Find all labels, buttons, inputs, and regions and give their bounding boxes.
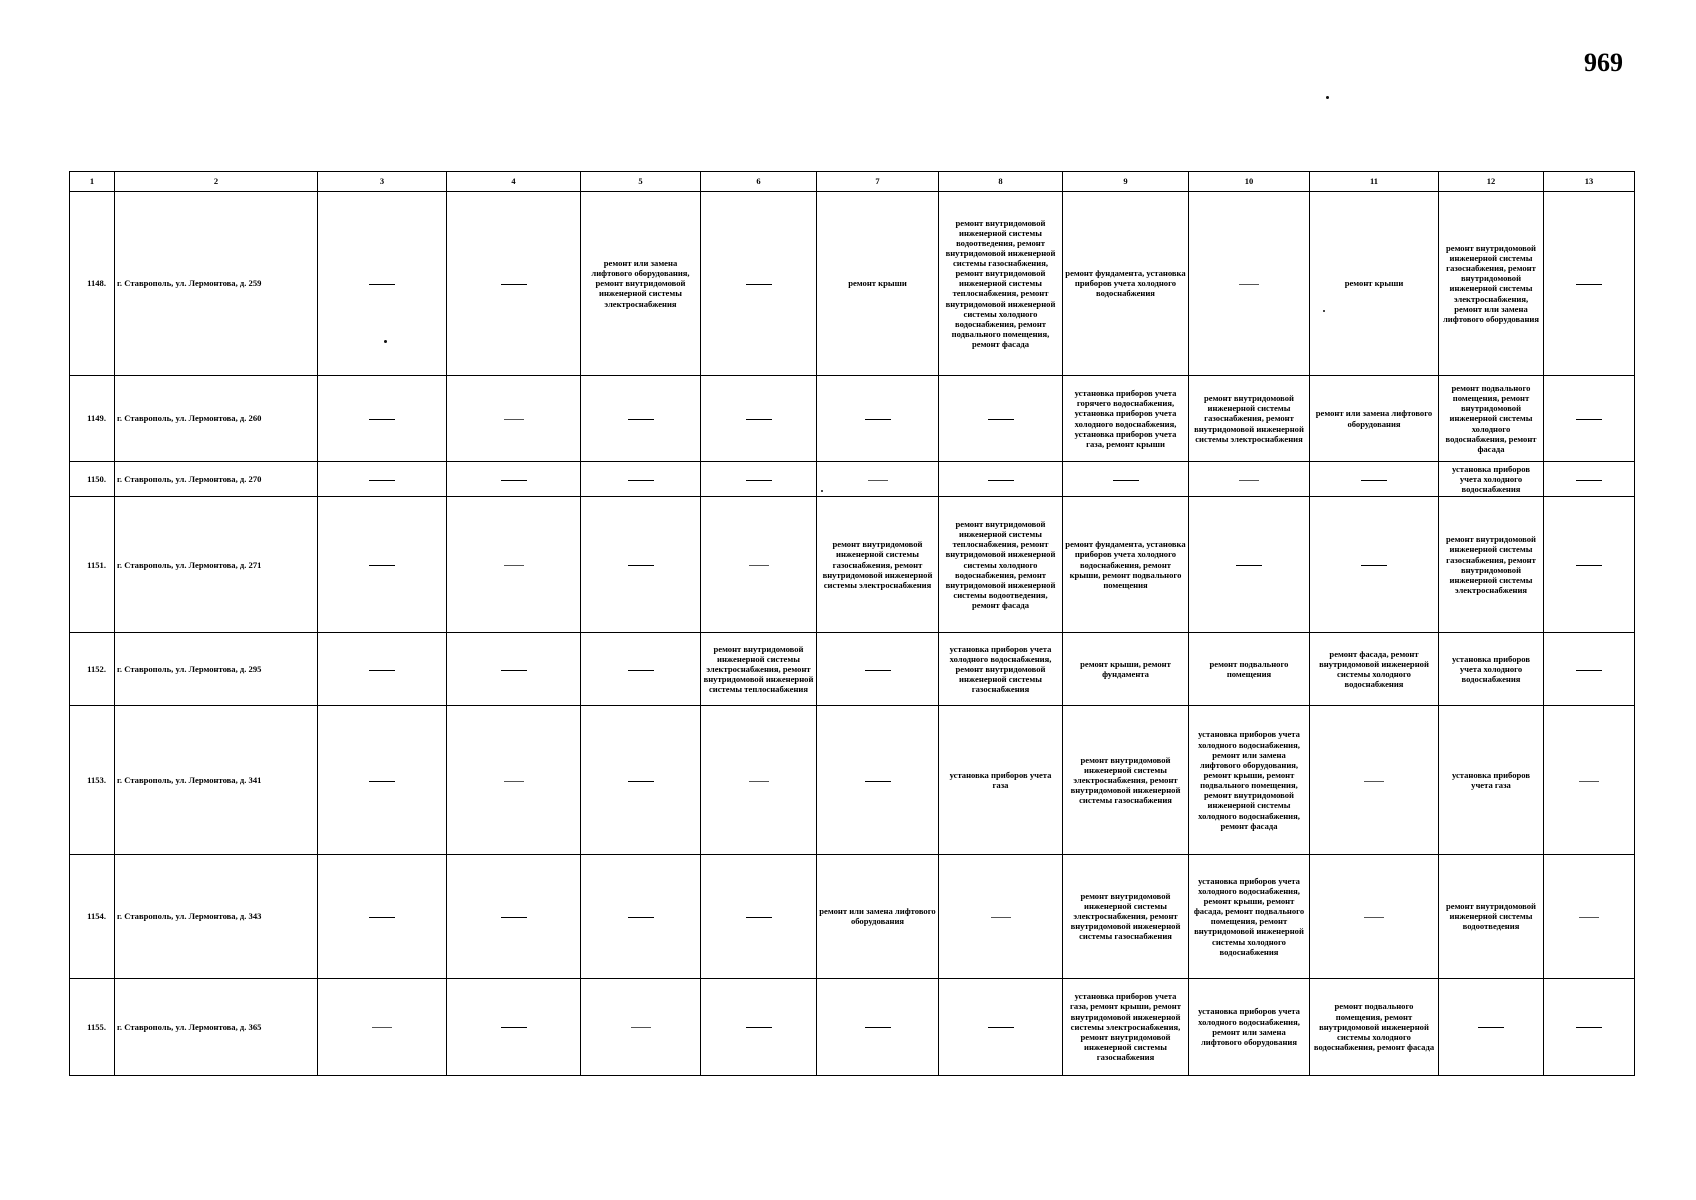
empty-cell bbox=[1544, 375, 1635, 461]
column-header: 2 bbox=[115, 172, 318, 192]
work-description-cell: ремонт внутридомовой инженерной системы электроснабжения, ремонт внутридомовой инженерной системы теплоснабжения bbox=[701, 632, 817, 705]
empty-cell bbox=[701, 462, 817, 497]
work-description-cell: ремонт крыши bbox=[817, 192, 939, 376]
table-row bbox=[70, 497, 1635, 633]
empty-cell bbox=[1310, 497, 1439, 633]
work-description-cell: установка приборов учета газа, ремонт крыши, ремонт внутридомовой инженерной системы электроснабжения, ремонт внутридомовой инженерной системы газоснабжения bbox=[1063, 978, 1189, 1075]
empty-cell bbox=[581, 706, 701, 855]
column-header: 11 bbox=[1310, 172, 1439, 192]
dash-placeholder bbox=[1579, 781, 1599, 782]
table-row bbox=[70, 192, 1635, 376]
empty-cell bbox=[939, 375, 1063, 461]
dash-placeholder bbox=[1576, 1027, 1602, 1028]
empty-cell bbox=[939, 854, 1063, 978]
row-number: 1154. bbox=[70, 854, 115, 978]
table-row bbox=[70, 706, 1635, 855]
row-number: 1149. bbox=[70, 375, 115, 461]
dash-placeholder bbox=[865, 419, 891, 420]
work-description-cell: ремонт внутридомовой инженерной системы водоотведения, ремонт внутридомовой инженерной системы газоснабжения, ремонт внутридомовой инженерной системы теплоснабжения, ремонт внутридомовой инженерной системы холодного водоснабжения, ремонт подвального помещения, ремонт фасада bbox=[939, 192, 1063, 376]
table-row bbox=[70, 375, 1635, 461]
empty-cell bbox=[318, 192, 447, 376]
empty-cell bbox=[318, 632, 447, 705]
work-description-cell: ремонт внутридомовой инженерной системы электроснабжения, ремонт внутридомовой инженерной системы газоснабжения bbox=[1063, 854, 1189, 978]
dash-placeholder bbox=[988, 1027, 1014, 1028]
dash-placeholder bbox=[501, 284, 527, 285]
work-description-cell: установка приборов учета холодного водоснабжения, ремонт или замена лифтового оборудования, ремонт крыши, ремонт подвального помещения, ремонт внутридомовой инженерной системы холодного водоснабжения, ремонт фасада bbox=[1189, 706, 1310, 855]
empty-cell bbox=[447, 706, 581, 855]
empty-cell bbox=[1544, 497, 1635, 633]
empty-cell bbox=[817, 375, 939, 461]
empty-cell bbox=[1544, 978, 1635, 1075]
empty-cell bbox=[1310, 854, 1439, 978]
column-header: 7 bbox=[817, 172, 939, 192]
dash-placeholder bbox=[369, 284, 395, 285]
empty-cell bbox=[701, 706, 817, 855]
dash-placeholder bbox=[749, 565, 769, 566]
dash-placeholder bbox=[1361, 480, 1387, 481]
work-description-cell: ремонт фундамента, установка приборов учета холодного водоснабжения bbox=[1063, 192, 1189, 376]
dash-placeholder bbox=[1576, 670, 1602, 671]
empty-cell bbox=[581, 854, 701, 978]
dash-placeholder bbox=[372, 1027, 392, 1028]
empty-cell bbox=[1189, 462, 1310, 497]
dash-placeholder bbox=[501, 917, 527, 918]
empty-cell bbox=[581, 632, 701, 705]
dash-placeholder bbox=[504, 419, 524, 420]
work-description-cell: ремонт крыши, ремонт фундамента bbox=[1063, 632, 1189, 705]
empty-cell bbox=[581, 978, 701, 1075]
address-cell: г. Ставрополь, ул. Лермонтова, д. 271 bbox=[115, 497, 318, 633]
dash-placeholder bbox=[1576, 419, 1602, 420]
column-header: 1 bbox=[70, 172, 115, 192]
empty-cell bbox=[318, 462, 447, 497]
row-number: 1150. bbox=[70, 462, 115, 497]
address-cell: г. Ставрополь, ул. Лермонтова, д. 260 bbox=[115, 375, 318, 461]
column-header: 5 bbox=[581, 172, 701, 192]
row-number: 1152. bbox=[70, 632, 115, 705]
dash-placeholder bbox=[746, 419, 772, 420]
address-cell: г. Ставрополь, ул. Лермонтова, д. 365 bbox=[115, 978, 318, 1075]
work-description-cell: ремонт подвального помещения bbox=[1189, 632, 1310, 705]
dash-placeholder bbox=[746, 1027, 772, 1028]
dash-placeholder bbox=[1576, 565, 1602, 566]
work-description-cell: ремонт внутридомовой инженерной системы водоотведения bbox=[1439, 854, 1544, 978]
row-number: 1151. bbox=[70, 497, 115, 633]
dash-placeholder bbox=[1576, 480, 1602, 481]
work-description-cell: ремонт внутридомовой инженерной системы газоснабжения, ремонт внутридомовой инженерной системы электроснабжения bbox=[817, 497, 939, 633]
empty-cell bbox=[581, 375, 701, 461]
work-description-cell: установка приборов учета холодного водоснабжения, ремонт или замена лифтового оборудования bbox=[1189, 978, 1310, 1075]
dash-placeholder bbox=[1364, 781, 1384, 782]
table-row bbox=[70, 462, 1635, 497]
table-body bbox=[70, 192, 1635, 1076]
empty-cell bbox=[817, 978, 939, 1075]
dash-placeholder bbox=[1579, 917, 1599, 918]
work-description-cell: ремонт внутридомовой инженерной системы электроснабжения, ремонт внутридомовой инженерной системы газоснабжения bbox=[1063, 706, 1189, 855]
dash-placeholder bbox=[1576, 284, 1602, 285]
address-cell: г. Ставрополь, ул. Лермонтова, д. 341 bbox=[115, 706, 318, 855]
column-header: 9 bbox=[1063, 172, 1189, 192]
work-description-cell: ремонт или замена лифтового оборудования, ремонт внутридомовой инженерной системы электроснабжения bbox=[581, 192, 701, 376]
work-description-cell: ремонт внутридомовой инженерной системы теплоснабжения, ремонт внутридомовой инженерной системы холодного водоснабжения, ремонт внутридомовой инженерной системы водоотведения, ремонт фасада bbox=[939, 497, 1063, 633]
dash-placeholder bbox=[628, 670, 654, 671]
column-header: 3 bbox=[318, 172, 447, 192]
empty-cell bbox=[1189, 192, 1310, 376]
empty-cell bbox=[447, 375, 581, 461]
column-header: 12 bbox=[1439, 172, 1544, 192]
dash-placeholder bbox=[1236, 565, 1262, 566]
address-cell: г. Ставрополь, ул. Лермонтова, д. 259 bbox=[115, 192, 318, 376]
table-row bbox=[70, 854, 1635, 978]
empty-cell bbox=[318, 497, 447, 633]
empty-cell bbox=[1544, 706, 1635, 855]
work-description-cell: установка приборов учета холодного водоснабжения, ремонт крыши, ремонт фасада, ремонт подвального помещения, ремонт внутридомовой инженерной системы холодного водоснабжения bbox=[1189, 854, 1310, 978]
dash-placeholder bbox=[865, 1027, 891, 1028]
work-description-cell: ремонт внутридомовой инженерной системы газоснабжения, ремонт внутридомовой инженерной системы электроснабжения bbox=[1189, 375, 1310, 461]
empty-cell bbox=[581, 497, 701, 633]
work-description-cell: ремонт или замена лифтового оборудования bbox=[1310, 375, 1439, 461]
dash-placeholder bbox=[369, 565, 395, 566]
empty-cell bbox=[1063, 462, 1189, 497]
empty-cell bbox=[817, 632, 939, 705]
column-header: 8 bbox=[939, 172, 1063, 192]
work-description-cell: ремонт или замена лифтового оборудования bbox=[817, 854, 939, 978]
dash-placeholder bbox=[369, 419, 395, 420]
dash-placeholder bbox=[1239, 480, 1259, 481]
dash-placeholder bbox=[628, 419, 654, 420]
empty-cell bbox=[581, 462, 701, 497]
work-description-cell: ремонт подвального помещения, ремонт внутридомовой инженерной системы холодного водоснабжения, ремонт фасада bbox=[1310, 978, 1439, 1075]
dash-placeholder bbox=[746, 917, 772, 918]
empty-cell bbox=[318, 978, 447, 1075]
address-cell: г. Ставрополь, ул. Лермонтова, д. 270 bbox=[115, 462, 318, 497]
work-description-cell: установка приборов учета холодного водоснабжения bbox=[1439, 462, 1544, 497]
address-cell: г. Ставрополь, ул. Лермонтова, д. 343 bbox=[115, 854, 318, 978]
column-header: 6 bbox=[701, 172, 817, 192]
empty-cell bbox=[701, 192, 817, 376]
dash-placeholder bbox=[369, 781, 395, 782]
dash-placeholder bbox=[1113, 480, 1139, 481]
empty-cell bbox=[1544, 462, 1635, 497]
dash-placeholder bbox=[369, 917, 395, 918]
empty-cell bbox=[1544, 854, 1635, 978]
empty-cell bbox=[1544, 632, 1635, 705]
work-description-cell: установка приборов учета газа bbox=[939, 706, 1063, 855]
empty-cell bbox=[1544, 192, 1635, 376]
empty-cell bbox=[1189, 497, 1310, 633]
dash-placeholder bbox=[865, 781, 891, 782]
empty-cell bbox=[318, 854, 447, 978]
column-number-row bbox=[70, 172, 1635, 192]
work-description-cell: ремонт фундамента, установка приборов учета холодного водоснабжения, ремонт крыши, ремонт подвального помещения bbox=[1063, 497, 1189, 633]
column-header: 4 bbox=[447, 172, 581, 192]
column-header: 10 bbox=[1189, 172, 1310, 192]
dash-placeholder bbox=[628, 917, 654, 918]
dash-placeholder bbox=[991, 917, 1011, 918]
work-description-cell: ремонт подвального помещения, ремонт внутридомовой инженерной системы холодного водоснабжения, ремонт фасада bbox=[1439, 375, 1544, 461]
dash-placeholder bbox=[501, 670, 527, 671]
dash-placeholder bbox=[746, 284, 772, 285]
work-description-cell: ремонт крыши bbox=[1310, 192, 1439, 376]
page-number: 969 bbox=[1584, 48, 1623, 77]
dash-placeholder bbox=[1239, 284, 1259, 285]
empty-cell bbox=[817, 462, 939, 497]
work-description-cell: установка приборов учета газа bbox=[1439, 706, 1544, 855]
dash-placeholder bbox=[628, 480, 654, 481]
empty-cell bbox=[447, 497, 581, 633]
dash-placeholder bbox=[628, 565, 654, 566]
dash-placeholder bbox=[1361, 565, 1387, 566]
dash-placeholder bbox=[504, 565, 524, 566]
dash-placeholder bbox=[631, 1027, 651, 1028]
table-row bbox=[70, 632, 1635, 705]
dash-placeholder bbox=[868, 480, 888, 481]
dash-placeholder bbox=[1364, 917, 1384, 918]
empty-cell bbox=[447, 854, 581, 978]
dash-placeholder bbox=[501, 1027, 527, 1028]
dash-placeholder bbox=[988, 480, 1014, 481]
repair-schedule-table bbox=[69, 171, 1635, 1076]
dash-placeholder bbox=[988, 419, 1014, 420]
empty-cell bbox=[701, 375, 817, 461]
dash-placeholder bbox=[628, 781, 654, 782]
empty-cell bbox=[701, 978, 817, 1075]
empty-cell bbox=[318, 375, 447, 461]
dash-placeholder bbox=[749, 781, 769, 782]
empty-cell bbox=[447, 978, 581, 1075]
work-description-cell: ремонт внутридомовой инженерной системы газоснабжения, ремонт внутридомовой инженерной системы электроснабжения bbox=[1439, 497, 1544, 633]
work-description-cell: ремонт фасада, ремонт внутридомовой инженерной системы холодного водоснабжения bbox=[1310, 632, 1439, 705]
empty-cell bbox=[447, 462, 581, 497]
empty-cell bbox=[1439, 978, 1544, 1075]
empty-cell bbox=[447, 632, 581, 705]
work-description-cell: установка приборов учета горячего водоснабжения, установка приборов учета холодного водоснабжения, установка приборов учета газа, ремонт крыши bbox=[1063, 375, 1189, 461]
row-number: 1153. bbox=[70, 706, 115, 855]
empty-cell bbox=[1310, 462, 1439, 497]
empty-cell bbox=[939, 978, 1063, 1075]
work-description-cell: ремонт внутридомовой инженерной системы газоснабжения, ремонт внутридомовой инженерной системы электроснабжения, ремонт или замена лифтового оборудования bbox=[1439, 192, 1544, 376]
empty-cell bbox=[817, 706, 939, 855]
row-number: 1155. bbox=[70, 978, 115, 1075]
address-cell: г. Ставрополь, ул. Лермонтова, д. 295 bbox=[115, 632, 318, 705]
work-description-cell: установка приборов учета холодного водоснабжения bbox=[1439, 632, 1544, 705]
scan-speck bbox=[1326, 96, 1329, 99]
work-description-cell: установка приборов учета холодного водоснабжения, ремонт внутридомовой инженерной системы газоснабжения bbox=[939, 632, 1063, 705]
dash-placeholder bbox=[746, 480, 772, 481]
dash-placeholder bbox=[504, 781, 524, 782]
empty-cell bbox=[939, 462, 1063, 497]
dash-placeholder bbox=[369, 480, 395, 481]
table-row bbox=[70, 978, 1635, 1075]
row-number: 1148. bbox=[70, 192, 115, 376]
empty-cell bbox=[447, 192, 581, 376]
dash-placeholder bbox=[1478, 1027, 1504, 1028]
empty-cell bbox=[701, 497, 817, 633]
column-header: 13 bbox=[1544, 172, 1635, 192]
empty-cell bbox=[318, 706, 447, 855]
dash-placeholder bbox=[501, 480, 527, 481]
empty-cell bbox=[701, 854, 817, 978]
empty-cell bbox=[1310, 706, 1439, 855]
dash-placeholder bbox=[369, 670, 395, 671]
dash-placeholder bbox=[865, 670, 891, 671]
